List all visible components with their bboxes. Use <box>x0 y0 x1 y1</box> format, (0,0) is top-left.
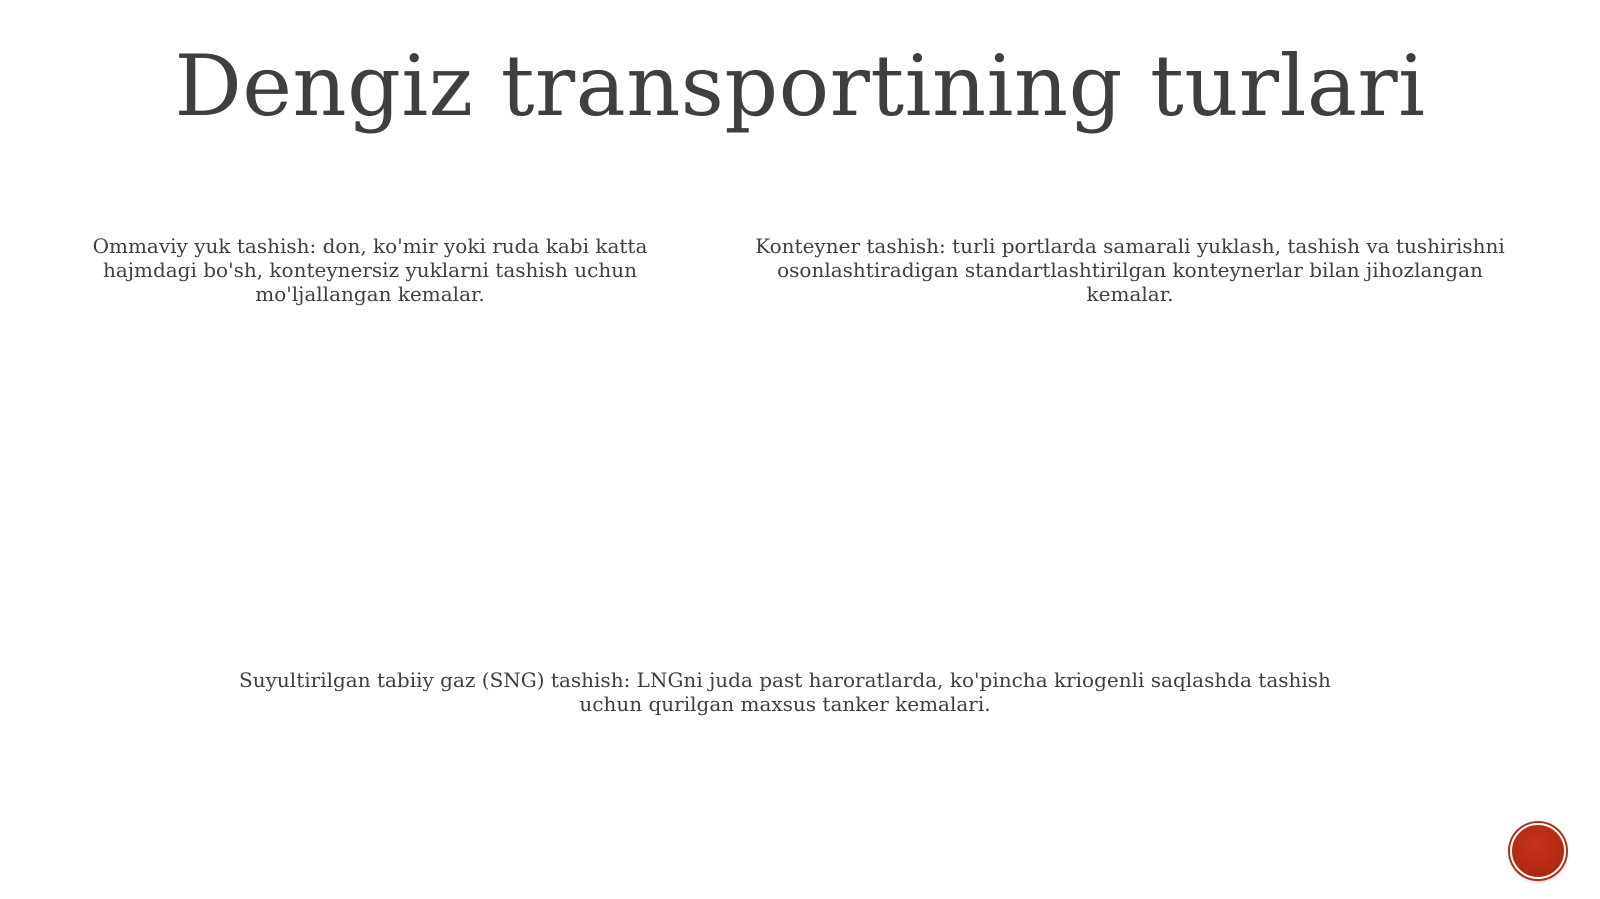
circle-button-icon[interactable] <box>1510 823 1566 879</box>
text-block-bulk-shipping: Ommaviy yuk tashish: don, ko'mir yoki ruda kabi katta hajmdagi bo'sh, konteynersiz yuklarni tashish uchun mo'ljallangan kemalar. <box>92 234 648 306</box>
text-block-container-shipping: Konteyner tashish: turli portlarda samarali yuklash, tashish va tushirishni osonlashtiradigan standartlashtirilgan konteynerlar bilan jihozlangan kemalar. <box>755 234 1505 306</box>
slide-title: Dengiz transportining turlari <box>174 37 1426 135</box>
text-block-lng-shipping: Suyultirilgan tabiiy gaz (SNG) tashish: LNGni juda past haroratlarda, ko'pincha kriogenli saqlashda tashish uchun qurilgan maxsus tanker kemalari. <box>239 668 1331 716</box>
